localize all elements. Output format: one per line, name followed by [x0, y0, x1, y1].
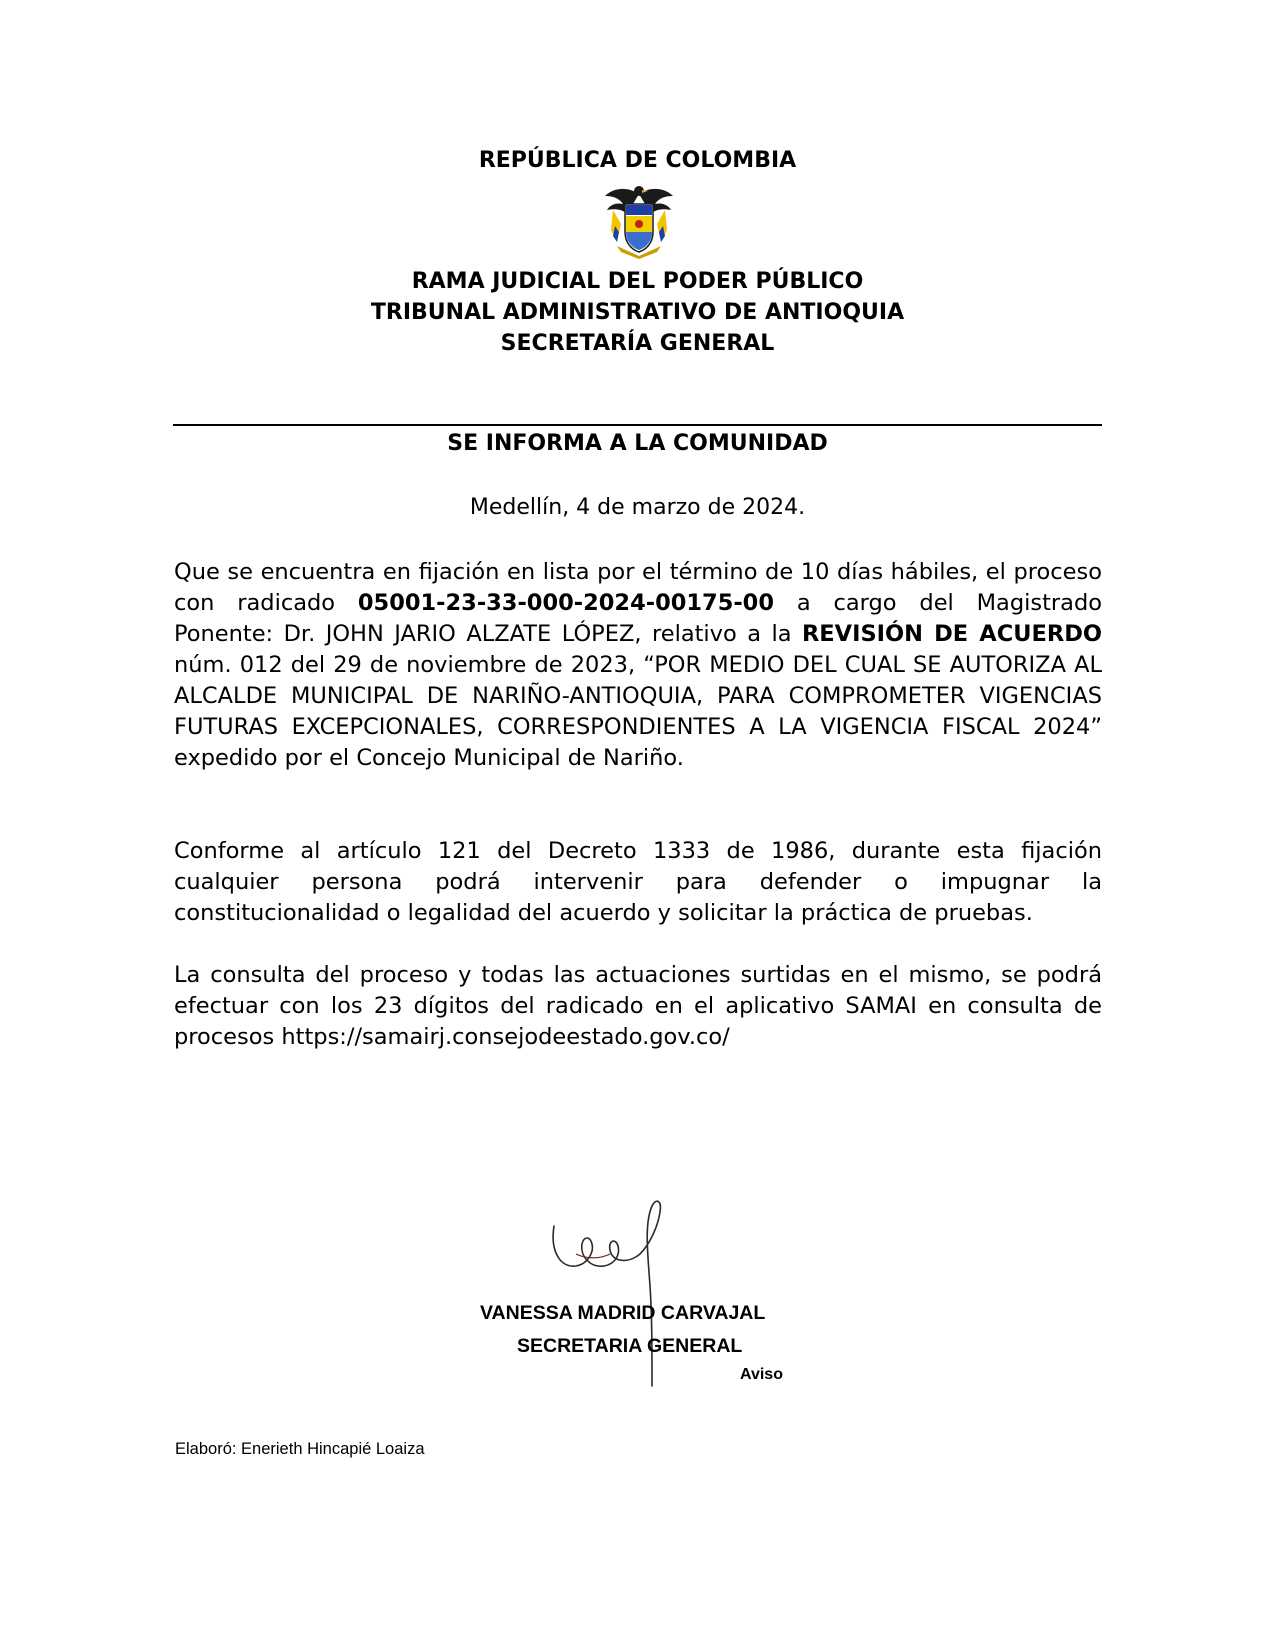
signer-name: VANESSA MADRID CARVAJAL	[480, 1302, 766, 1324]
signature-note: Aviso	[740, 1366, 783, 1383]
p1-text-c: núm. 012 del 29 de noviembre de 2023, “POR MEDIO DEL CUAL SE AUTORIZA AL ALCALDE MUNICIPAL DE NARIÑO-ANTIOQUIA, PARA COMPROMETER VIGENCIAS FUTURAS EXCEPCIONALES, CORRESPONDIENTES A LA VIGENCIA FISCAL 2024” expedido por el Concejo Municipal de Nariño.	[174, 652, 1102, 771]
revision-acuerdo: REVISIÓN DE ACUERDO	[801, 621, 1102, 647]
header-country: REPÚBLICA DE COLOMBIA	[478, 148, 797, 173]
radicado-number: 05001-23-33-000-2024-00175-00	[357, 590, 774, 616]
header-office: SECRETARÍA GENERAL	[500, 331, 775, 356]
header-branch: RAMA JUDICIAL DEL PODER PÚBLICO	[411, 269, 864, 294]
handwritten-signature	[548, 1196, 728, 1396]
notice-date: Medellín, 4 de marzo de 2024.	[469, 495, 806, 520]
paragraph-fijacion	[174, 557, 1102, 774]
notice-heading: SE INFORMA A LA COMUNIDAD	[447, 431, 828, 456]
paragraph-consulta: La consulta del proceso y todas las actuaciones surtidas en el mismo, se podrá efectuar con los 23 dígitos del radicado en el aplicativo SAMAI en consulta de procesos https://samairj.consejodeestado.gov.co/	[174, 962, 1102, 1050]
coat-of-arms-icon	[603, 180, 675, 260]
p1-text-a: Que se encuentra en fijación en lista por el término de 10 días hábiles, el proceso con radicado	[174, 559, 1102, 616]
signer-title: SECRETARIA GENERAL	[517, 1335, 743, 1357]
prepared-by: Elaboró: Enerieth Hincapié Loaiza	[175, 1440, 425, 1458]
p1-text-b: a cargo del Magistrado Ponente: Dr. JOHN JARIO ALZATE LÓPEZ, relativo a la	[174, 590, 1103, 647]
header-divider	[173, 424, 1102, 426]
paragraph-conforme: Conforme al artículo 121 del Decreto 1333 de 1986, durante esta fijación cualquier persona podrá intervenir para defender o impugnar la constitucionalidad o legalidad del acuerdo y solicitar la práctica de pruebas.	[174, 838, 1102, 926]
header-court: TRIBUNAL ADMINISTRATIVO DE ANTIOQUIA	[370, 300, 905, 325]
